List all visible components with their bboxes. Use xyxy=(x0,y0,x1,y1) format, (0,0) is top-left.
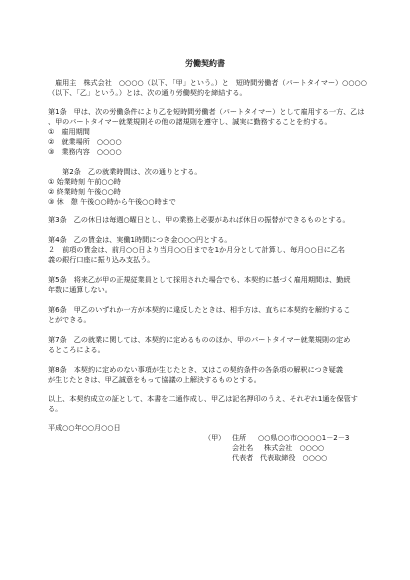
article-2-item-1: ① 始業時刻 午前○○時 xyxy=(48,177,121,186)
closing-line-2: る。 xyxy=(48,404,63,413)
article-2-item-3: ③ 休 憩 午後○○時から午後○○時まで xyxy=(48,197,176,206)
article-4-line-3: 義の銀行口座に振り込み支払う。 xyxy=(48,255,155,264)
article-1-item-3: ③ 業務内容 ○○○○ xyxy=(48,147,122,156)
signature-company-label: 会社名 xyxy=(232,443,254,452)
signature-representative: 代表取締役 ○○○○ xyxy=(260,453,328,462)
signature-address-label: 住所 xyxy=(232,433,247,442)
article-1-item-1: ① 雇用期間 xyxy=(48,127,90,136)
preamble-line-2: （以下、「乙」という。）とは、次の通り労働契約を締結する。 xyxy=(48,88,247,97)
article-6-line-1: 第6条 甲乙のいずれか一方が本契約に違反したときは、相手方は、直ちに本契約を解約するこ xyxy=(48,305,351,314)
article-2-heading: 第2条 乙の就業時間は、次の通りとする。 xyxy=(48,167,202,176)
signature-party-label: （甲） xyxy=(204,433,226,442)
article-6-line-2: とができる。 xyxy=(48,315,91,324)
article-5-line-2: 年数に通算しない。 xyxy=(48,285,112,294)
signature-representative-label: 代表者 xyxy=(232,453,254,462)
article-2-item-2: ② 終業時刻 午後○○時 xyxy=(48,187,121,196)
article-1-line-1: 第1条 甲は、次の労働条件により乙を短時間労働者（パートタイマー）として雇用する一方、乙は xyxy=(48,107,365,116)
document-title: 労働契約書 xyxy=(185,59,225,68)
article-5-line-1: 第5条 将来乙が甲の正規従業員として採用された場合でも、本契約に基づく雇用期間は、勤続 xyxy=(48,275,351,284)
article-8-line-1: 第8条 本契約に定めのない事項が生じたとき、又はこの契約条件の各条項の解釈につき疑義 xyxy=(48,365,343,374)
article-1-line-2: 、甲のパートタイマー就業規則その他の諸規則を遵守し、誠実に勤務することを約する。 xyxy=(48,117,332,126)
article-7-line-2: るところによる。 xyxy=(48,345,105,354)
article-4-line-2: ２ 前項の賃金は、前月○○日より当月○○日までを1か月分として計算し、毎月○○日に乙名 xyxy=(48,245,346,254)
article-8-line-2: が生じたときは、甲乙誠意をもって協議の上解決するものとする。 xyxy=(48,375,261,384)
article-7-line-1: 第7条 乙の就業に関しては、本契約に定めるもののほか、甲のパートタイマー就業規則の定め xyxy=(48,335,351,344)
closing-line-1: 以上、本契約成立の証として、本書を二通作成し、甲乙は記名押印のうえ、それぞれ1通を保管す xyxy=(48,394,358,403)
contract-date: 平成○○年○○月○○日 xyxy=(48,423,121,432)
article-4-line-1: 第4条 乙の賃金は、実働1時間につき金○○○円とする。 xyxy=(48,235,232,244)
signature-company: 株式会社 ○○○○ xyxy=(264,443,325,452)
article-1-item-2: ② 就業場所 ○○○○ xyxy=(48,137,122,146)
article-3-line-1: 第3条 乙の休日は毎週○曜日とし、甲の業務上必要があれば休日の振替ができるものとする。 xyxy=(48,215,350,224)
signature-address: ○○県○○市○○○○1－2－3 xyxy=(258,433,350,442)
preamble-line-1: 雇用主 株式会社 ○○○○（以下、「甲」という。）と 短時間労働者（パートタイマー）○○○○ xyxy=(48,78,367,87)
